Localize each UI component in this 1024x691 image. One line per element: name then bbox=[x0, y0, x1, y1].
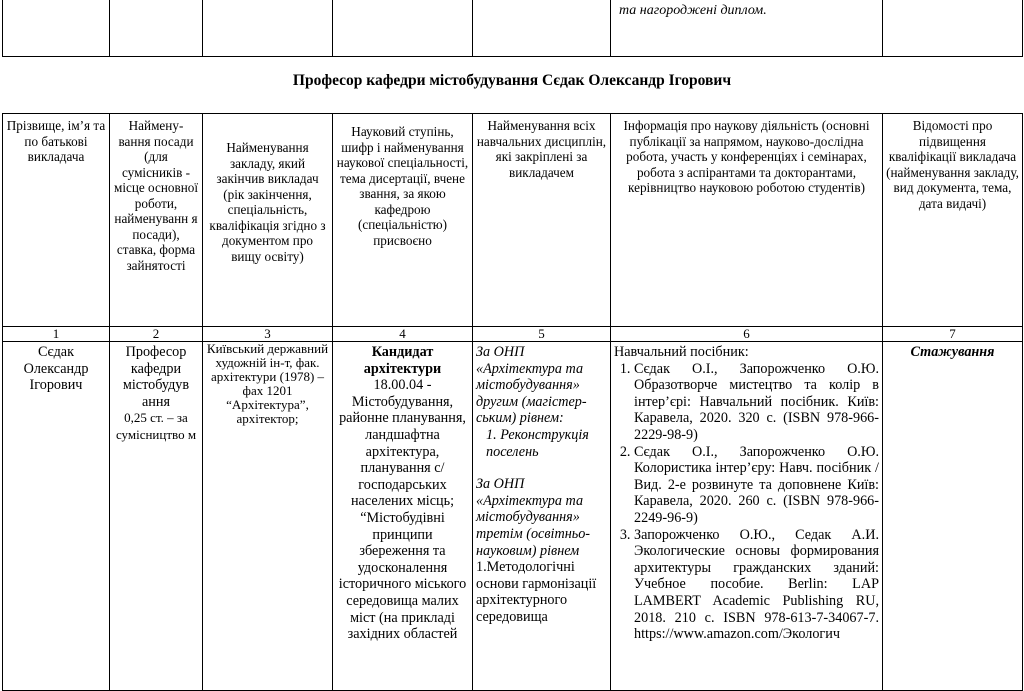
publications-cell bbox=[611, 342, 883, 691]
degree-details: 18.00.04 - Містобудування, районне планування, ландшафтна архітектура, планування с/господарських населених місць; “Містобудівні принципи збереження та удосконалення історичного міського середовища малих міст (на прикладі західних областей bbox=[338, 377, 467, 643]
prev-cell-1 bbox=[3, 0, 110, 57]
header-cell: Наймену-вання посади (для сумісників - місце основної роботи, найменуванн я посади), ставка, форма зайнятості bbox=[110, 114, 203, 327]
position-form: сумісництво м bbox=[115, 426, 197, 442]
prev-cell-6: та нагороджені диплом. bbox=[611, 0, 883, 57]
prev-cell-5 bbox=[473, 0, 611, 57]
degree-title: Кандидат архітектури bbox=[363, 344, 442, 377]
discipline-program-2: За ОНП «Архітектура та містобудування» третім (освітньо-науковим) рівнем bbox=[476, 476, 591, 559]
name-cell: Сєдак Олександр Ігорович bbox=[3, 342, 110, 691]
disciplines-cell bbox=[473, 342, 611, 691]
column-number: 2 bbox=[110, 327, 203, 342]
prev-cell-3 bbox=[203, 0, 333, 57]
header-cell: Інформація про наукову діяльність (основні публікації за напрямом, науково-дослідна робота, участь у конференціях і семінарах, робота з аспірантами та докторантами, керівництво науковою роботою студентів) bbox=[611, 114, 883, 327]
staff-table bbox=[2, 113, 1023, 691]
column-number: 4 bbox=[333, 327, 473, 342]
list-item: 2. Сєдак О.І., Запорожченко О.Ю. Колористика інтер’єру: Навч. посібник / Вид. 2-е розвинуте та доповнене Київ: Каравела, 2020. 260 с. (ISBN 978-966-2249-96-9) bbox=[634, 444, 879, 527]
prev-cell-7 bbox=[883, 0, 1023, 57]
qualification-cell: Стажування bbox=[883, 342, 1023, 691]
position-cell bbox=[110, 342, 203, 691]
column-number: 3 bbox=[203, 327, 333, 342]
prev-cell-2 bbox=[110, 0, 203, 57]
position-rate: 0,25 ст. – за bbox=[124, 410, 188, 426]
list-item: 3. Запорожченко О.Ю., Седак А.И. Экологические основы формирования архитектуры гражданских зданий: Учебное пособие. Berlin: LAP LAMBERT Academic Publishing RU, 2018. 210 с. ISBN 978-613-7-34067-7. https://www.amazon.com/Экологич bbox=[634, 527, 879, 643]
header-cell: Прізвище, ім’я та по батькові викладача bbox=[3, 114, 110, 327]
header-cell: Найменування всіх навчальних дисциплін, які закріплені за викладачем bbox=[473, 114, 611, 327]
header-row bbox=[3, 114, 1023, 327]
header-cell: Науковий ступінь, шифр і найменування наукової спеціальності, тема дисертації, вчене звання, за якою кафедрою (спеціальністю) присвоєно bbox=[333, 114, 473, 327]
discipline-item-2: 1.Методологічні основи гармонізації архітектурного середовища bbox=[476, 559, 597, 625]
column-number-row bbox=[3, 327, 1023, 342]
position-title: Професор кафедри містобудув ання bbox=[122, 344, 190, 410]
prev-cell-4 bbox=[333, 0, 473, 57]
discipline-program-1: За ОНП «Архітектура та містобудування» другим (магістер-ським) рівнем: bbox=[476, 344, 587, 427]
column-number: 7 bbox=[883, 327, 1023, 342]
page-title: Професор кафедри містобудування Сєдак Олександр Ігорович bbox=[292, 72, 732, 89]
previous-table-fragment bbox=[2, 0, 1023, 57]
publications-header: Навчальний посібник: bbox=[614, 344, 749, 360]
column-number: 1 bbox=[3, 327, 110, 342]
list-item: 1. Сєдак О.І., Запорожченко О.Ю. Образотворче мистецтво та колір в інтер’єрі: Навчальний посібник. Київ: Каравела, 2020. 320 с. (ISBN 978-966-2229-98-9) bbox=[634, 361, 879, 444]
column-number: 6 bbox=[611, 327, 883, 342]
degree-cell bbox=[333, 342, 473, 691]
column-number: 5 bbox=[473, 327, 611, 342]
table-row bbox=[3, 342, 1023, 691]
discipline-item-1: 1. Реконструкція поселень bbox=[486, 426, 589, 460]
publications-list bbox=[614, 361, 879, 643]
header-cell: Найменування закладу, який закінчив викладач (рік закінчення, спеціальність, кваліфікація згідно з документом про вищу освіту) bbox=[203, 114, 333, 327]
header-cell: Відомості про підвищення кваліфікації викладача (найменування закладу, вид документа, тема, дата видачі) bbox=[883, 114, 1023, 327]
education-cell: Київський державний художній ін-т, фак. архітектури (1978) – фах 1201 “Архітектура”, архітектор; bbox=[203, 342, 333, 691]
